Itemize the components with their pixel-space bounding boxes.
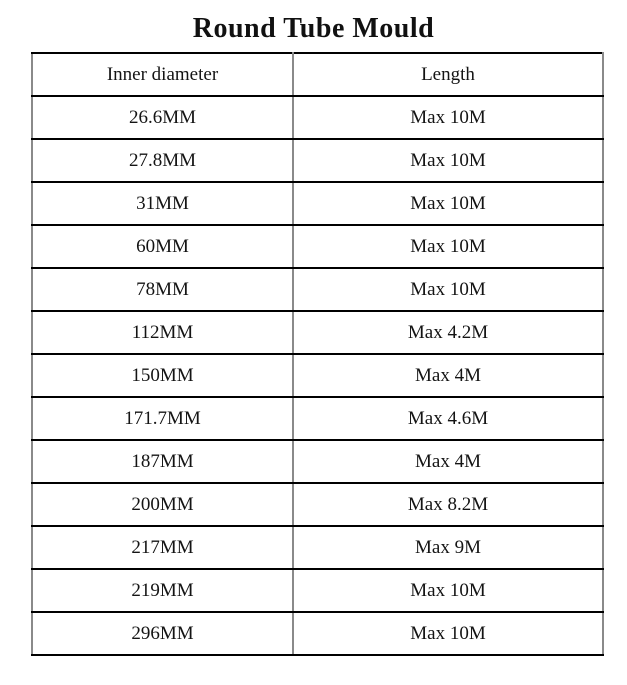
inner-diameter-cell: 150MM (32, 354, 293, 397)
table-header-row (32, 53, 603, 96)
table-row (32, 96, 603, 139)
table-row (32, 526, 603, 569)
inner-diameter-cell: 112MM (32, 311, 293, 354)
inner-diameter-cell: 187MM (32, 440, 293, 483)
page-title: Round Tube Mould (192, 13, 435, 44)
table-row (32, 311, 603, 354)
length-cell: Max 4M (293, 354, 603, 397)
table-row (32, 569, 603, 612)
table-row (32, 397, 603, 440)
table-row (32, 612, 603, 655)
length-cell: Max 4M (293, 440, 603, 483)
table-row (32, 139, 603, 182)
inner-diameter-cell: 78MM (32, 268, 293, 311)
inner-diameter-cell: 219MM (32, 569, 293, 612)
length-cell: Max 10M (293, 96, 603, 139)
length-cell: Max 10M (293, 268, 603, 311)
length-cell: Max 10M (293, 139, 603, 182)
table-row (32, 483, 603, 526)
length-cell: Max 10M (293, 225, 603, 268)
length-cell: Max 10M (293, 569, 603, 612)
length-cell: Max 9M (293, 526, 603, 569)
table-row (32, 268, 603, 311)
inner-diameter-cell: 171.7MM (32, 397, 293, 440)
inner-diameter-cell: 296MM (32, 612, 293, 655)
table-row (32, 225, 603, 268)
inner-diameter-cell: 217MM (32, 526, 293, 569)
table-row (32, 182, 603, 225)
column-header-length: Length (293, 53, 603, 96)
inner-diameter-cell: 200MM (32, 483, 293, 526)
length-cell: Max 10M (293, 182, 603, 225)
length-cell: Max 8.2M (293, 483, 603, 526)
inner-diameter-cell: 60MM (32, 225, 293, 268)
length-cell: Max 4.6M (293, 397, 603, 440)
inner-diameter-cell: 27.8MM (32, 139, 293, 182)
inner-diameter-cell: 26.6MM (32, 96, 293, 139)
table-body (32, 96, 603, 655)
column-header-inner-diameter: Inner diameter (32, 53, 293, 96)
length-cell: Max 10M (293, 612, 603, 655)
round-tube-mould-table (31, 52, 604, 656)
table-row (32, 354, 603, 397)
inner-diameter-cell: 31MM (32, 182, 293, 225)
table-row (32, 440, 603, 483)
length-cell: Max 4.2M (293, 311, 603, 354)
